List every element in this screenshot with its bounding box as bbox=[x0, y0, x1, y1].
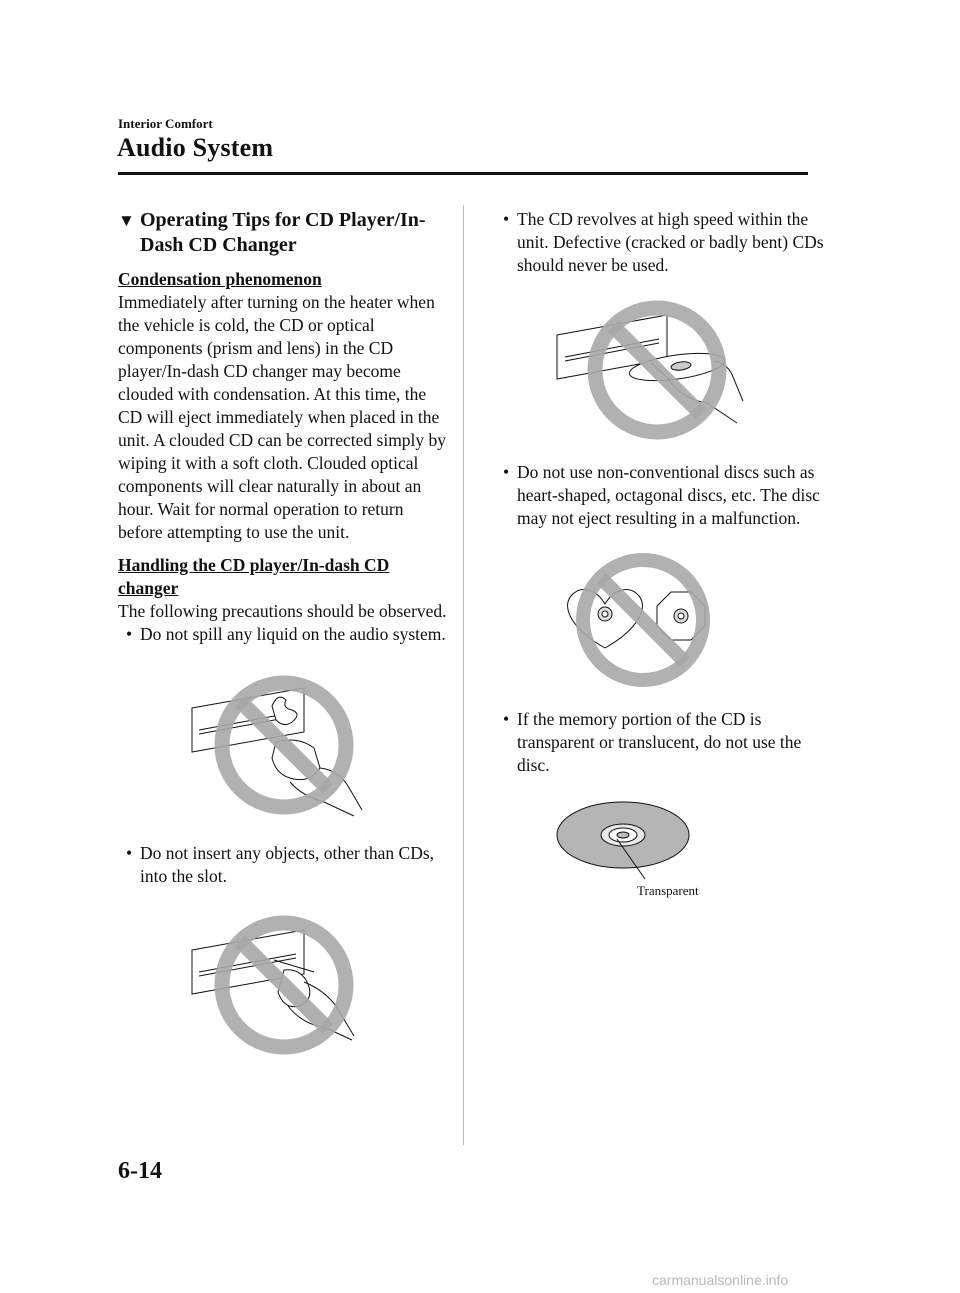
page-title: Audio System bbox=[117, 133, 274, 162]
paragraph-condensation: Immediately after turning on the heater when the vehicle is cold, the CD or optical components (prism and lens) in the CD player/In-dash CD changer may become clouded with condensation. At this time, the CD will eject immediately when placed in the unit. A clouded CD can be corrected simply by wiping it with a soft cloth. Clouded optical components will clear naturally in about an hour. Wait for normal operation to return before attempting to use the unit. bbox=[118, 292, 447, 542]
no-defective-cd-illustration bbox=[547, 295, 767, 445]
triangle-marker-icon: ▼ bbox=[118, 211, 135, 230]
column-divider bbox=[463, 205, 464, 1145]
title-rule bbox=[118, 172, 808, 175]
bullet-text-liquid: Do not spill any liquid on the audio system. bbox=[140, 624, 446, 644]
bullet-item-objects bbox=[118, 842, 448, 888]
watermark: carmanualsonline.info bbox=[652, 1272, 789, 1288]
section-heading bbox=[118, 208, 448, 258]
section-label: Interior Comfort bbox=[118, 116, 213, 131]
subhead-condensation: Condensation phenomenon bbox=[118, 269, 322, 289]
bullet-icon: • bbox=[503, 709, 510, 729]
bullet-icon: • bbox=[126, 843, 133, 863]
bullet-text-high-speed: The CD revolves at high speed within the unit. Defective (cracked or badly bent) CDs should never be used. bbox=[517, 209, 824, 275]
left-column bbox=[118, 208, 448, 1060]
bullet-item-non-conventional bbox=[495, 461, 825, 530]
bullet-icon: • bbox=[503, 462, 510, 482]
bullet-icon: • bbox=[126, 624, 133, 644]
bullet-icon: • bbox=[503, 209, 510, 229]
bullet-item-transparent bbox=[495, 708, 825, 777]
paragraph-precautions: The following precautions should be observed. bbox=[118, 601, 447, 621]
bullet-item-high-speed bbox=[495, 208, 825, 277]
bullet-text-transparent: If the memory portion of the CD is transparent or translucent, do not use the disc. bbox=[517, 709, 802, 775]
bullet-text-non-conventional: Do not use non-conventional discs such as heart-shaped, octagonal discs, etc. The disc may not eject resulting in a malfunction. bbox=[517, 462, 820, 528]
no-odd-shaped-disc-illustration bbox=[563, 552, 723, 692]
transparent-disc-illustration bbox=[553, 799, 713, 899]
no-objects-illustration bbox=[184, 910, 384, 1060]
section-heading-text: Operating Tips for CD Player/In-Dash CD Changer bbox=[140, 209, 426, 256]
bullet-text-objects: Do not insert any objects, other than CDs, into the slot. bbox=[140, 843, 435, 886]
right-column bbox=[495, 208, 825, 899]
subhead-handling: Handling the CD player/In-dash CD changer bbox=[118, 555, 390, 598]
bullet-item-liquid bbox=[118, 623, 448, 646]
page-number: 6-14 bbox=[118, 1158, 162, 1184]
transparent-caption: Transparent bbox=[637, 883, 699, 898]
no-liquid-illustration bbox=[184, 670, 384, 820]
